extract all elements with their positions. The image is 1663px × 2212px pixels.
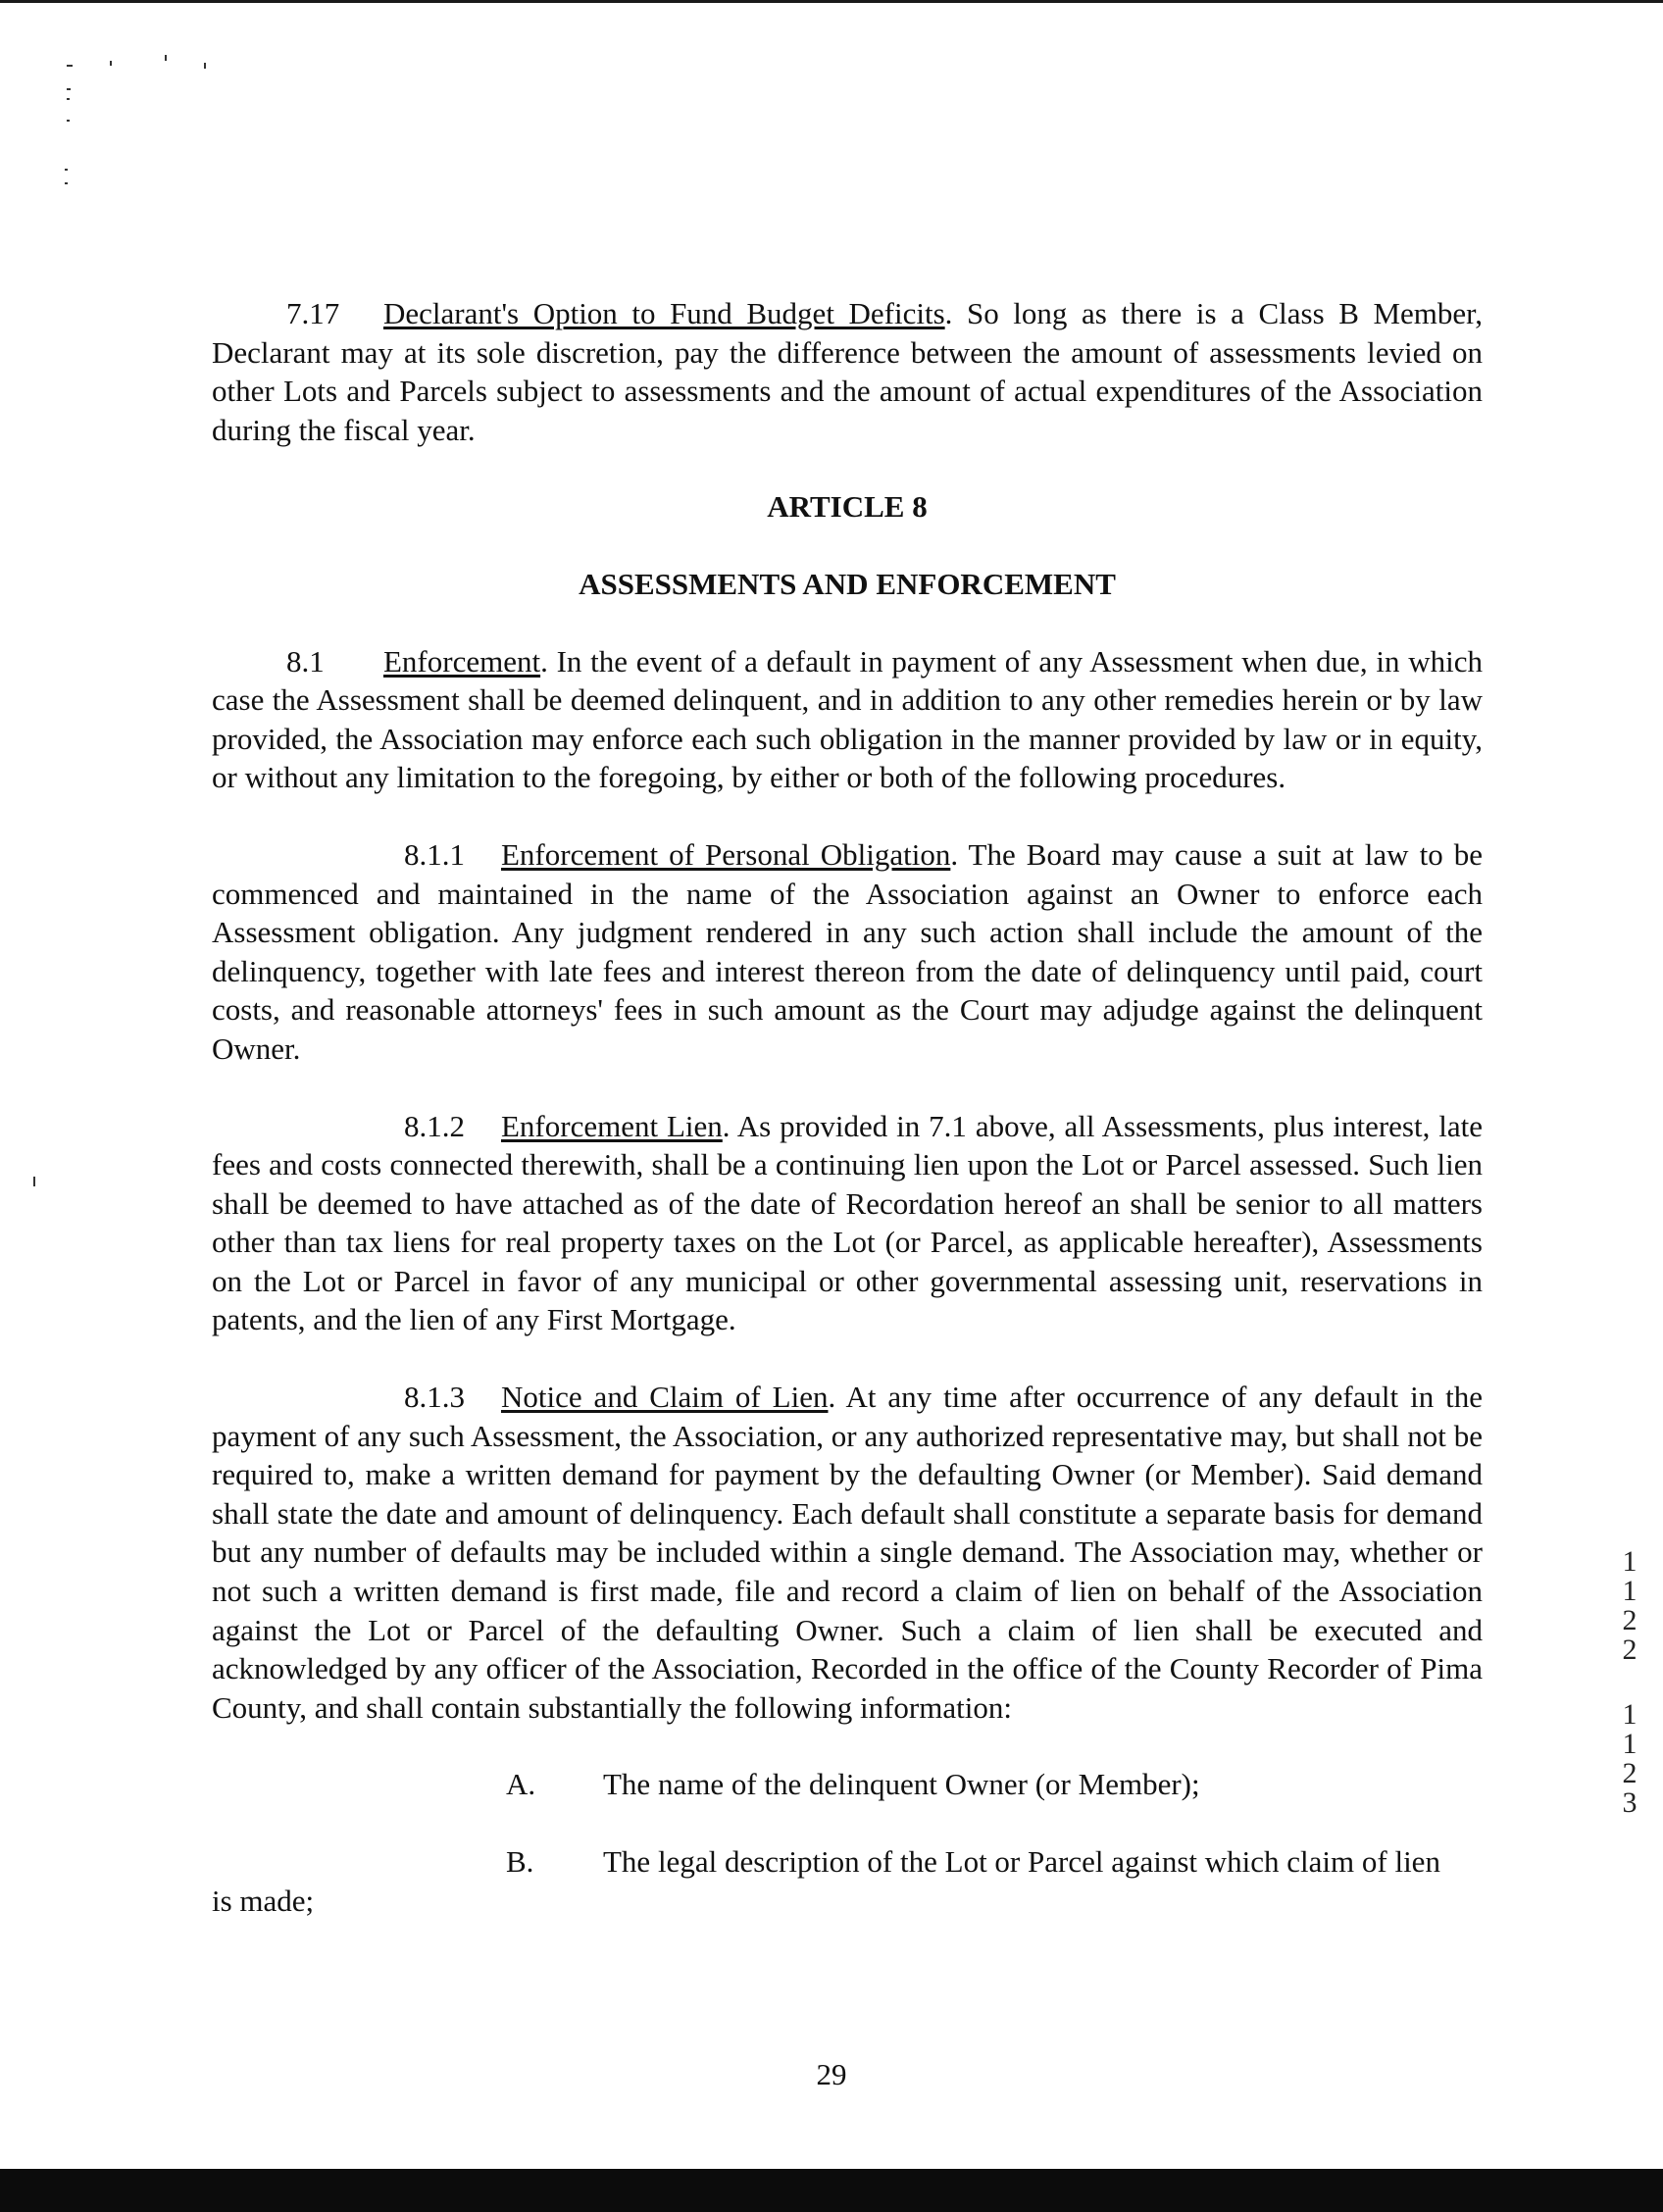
scan-speck [165,55,167,61]
section-8-1-2 [212,1107,1483,1340]
list-letter: A. [506,1767,536,1802]
scan-speck [67,65,73,67]
section-text: . So long as there is a Class B Member, Declarant may at its sole discretion, pay the difference between the amount of assessments levied on other Lots and Parcels subject to assessments and the amount of actual expenditures of the Association during the fiscal year. [212,296,1483,447]
section-text: . As provided in 7.1 above, all Assessments, plus interest, late fees and costs connected therewith, shall be a continuing lien upon the Lot or Parcel assessed. Such lien shall be deemed to have attached as of the date of Recordation hereof an shall be senior to all matters other than tax liens for real property taxes on the Lot (or Parcel, as applicable hereafter), Assessments on the Lot or Parcel in favor of any municipal or other governmental assessing unit, reservations in patents, and the lien of any First Mortgage. [212,1108,1483,1337]
section-number: 7.17 [286,296,340,330]
document-page [212,294,1483,1920]
section-7-17 [212,294,1483,449]
scan-speck [65,182,68,184]
article-title: ASSESSMENTS AND ENFORCEMENT [579,566,1116,601]
section-text: . In the event of a default in payment of any Assessment when due, in which case the Assessment shall be deemed delinquent, and in addition to any other remedies herein or by law provided, the Association may enforce each such obligation in the manner provided by law or in equity, or without any limitation to the foregoing, by either or both of the following procedures. [212,643,1483,795]
scan-speck [67,88,71,90]
section-text: . At any time after occurrence of any default in the payment of any such Assessment, the Association, or any authorized representative may, but shall not be required to, make a written demand for payment by the defaulting Owner (or Member). Said demand shall state the date and amount of delinquency. Each default shall constitute a separate basis for demand but any number of defaults may be included within a single demand. The Association may, whether or not such a written demand is first made, file and record a claim of lien on behalf of the Association against the Lot or Parcel of the defaulting Owner. Such a claim of lien shall be executed and acknowledged by any officer of the Association, Recorded in the office of the County Recorder of Pima County, and shall contain substantially the following information: [212,1380,1483,1725]
top-edge-rule [0,0,1663,3]
stamp-upper: 1122 [1622,1545,1638,1666]
section-heading: Enforcement of Personal Obligation [501,836,951,872]
scan-speck [33,1177,35,1186]
scan-speck [67,98,70,100]
recording-stamp [1616,1547,1643,1818]
stamp-lower: 1123 [1622,1698,1638,1819]
bottom-scan-border [0,2169,1663,2212]
scan-speck [65,169,68,171]
section-8-1-1 [212,835,1483,1069]
list-letter: B. [506,1844,534,1879]
scan-speck [204,63,206,69]
list-item-a [506,1765,1483,1804]
section-heading: Enforcement Lien [501,1108,723,1143]
scan-speck [110,61,112,66]
list-item-b-continuation: is made; [212,1883,315,1918]
section-8-1-3 [212,1378,1483,1727]
section-text: . The Board may cause a suit at law to be commenced and maintained in the name of the Association against an Owner to enforce each Assessment obligation. Any judgment rendered in any such action shall include the amount of the delinquency, together with late fees and interest thereon from the date of delinquency until paid, court costs, and reasonable attorneys' fees in such amount as the Court may adjudge against the delinquent Owner. [212,836,1483,1066]
section-number: 8.1 [286,643,325,679]
section-heading: Enforcement [383,643,541,679]
list-text: The legal description of the Lot or Parcel against which claim of lien [603,1844,1440,1879]
section-number: 8.1.3 [404,1380,465,1415]
section-heading: Notice and Claim of Lien [501,1380,829,1415]
section-number: 8.1.1 [404,836,465,872]
list-text: The name of the delinquent Owner (or Member); [603,1767,1200,1802]
section-8-1 [212,642,1483,797]
list-item-b [506,1842,1483,1882]
section-heading: Declarant's Option to Fund Budget Deficits [383,296,945,330]
article-label: ARTICLE 8 [767,489,928,525]
scan-speck [67,120,70,122]
page-number: 29 [816,2057,847,2091]
section-number: 8.1.2 [404,1108,465,1143]
